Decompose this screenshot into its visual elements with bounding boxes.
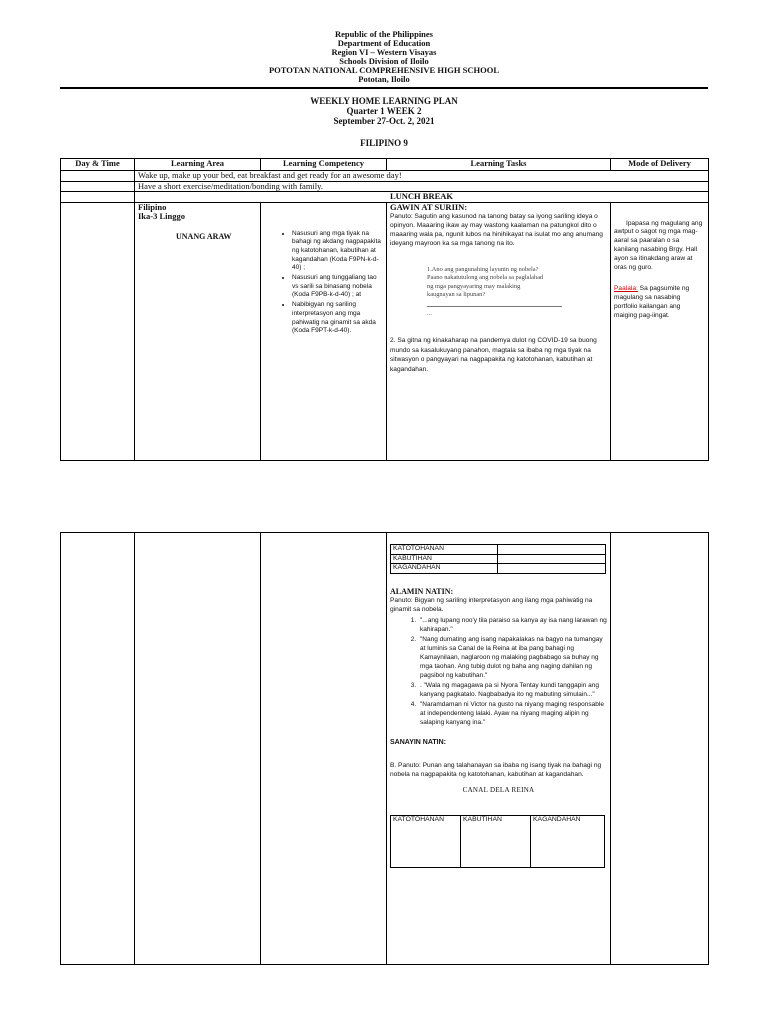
plan-quarter: Quarter 1 WEEK 2 bbox=[346, 106, 422, 116]
day1-time-cell bbox=[61, 202, 135, 460]
competency-list bbox=[264, 230, 383, 336]
values-label: KABUTIHAN bbox=[391, 554, 498, 564]
plan-subject: FILIPINO 9 bbox=[360, 138, 408, 148]
question-line: 1.Ano ang pangunahing layunin ng nobela? bbox=[427, 266, 539, 273]
answer-col-kabutihan: KABUTIHAN bbox=[461, 816, 531, 868]
competency-item: • Nasusuri ang tunggaliang tao vs sarili sa binasang nobela (Koda F9PB-k-d-40) ; at bbox=[292, 274, 383, 300]
col-header-learning-competency: Learning Competency bbox=[261, 159, 387, 171]
routine-time-2 bbox=[61, 181, 135, 192]
alamin-item: 4. "Naramdaman ni Victor na gusto na niyang maging responsable at independenteng lalaki. Ayaw na niyang maging alipin ng salaping kanyang ina." bbox=[418, 700, 607, 727]
cont-area-cell bbox=[135, 533, 261, 965]
learning-area-subject: Filipino bbox=[138, 201, 167, 212]
question-line: ng mga pangyayaring may malaking bbox=[427, 282, 521, 290]
header-deped: Department of Education bbox=[337, 38, 431, 48]
gawin-instructions: Panuto: Sagutin ang kasunod na tanong batay sa iyong sariling ideya o opinyon. Maaaring ikaw ay may wastong kaalaman na patungkol dito o maaaring wala pa, ngunit lubos na hinihikayat na isulat mo ang anumang ideyang mayroon ka sa mga tanong na ito. bbox=[390, 213, 603, 247]
values-table bbox=[390, 544, 606, 574]
routine-text-2: Have a short exercise/meditation/bonding with family. bbox=[135, 181, 709, 192]
header-location: Pototan, Iloilo bbox=[358, 74, 410, 84]
day1-row-continued bbox=[61, 533, 709, 965]
table-header-row bbox=[61, 159, 709, 171]
col-header-learning-area: Learning Area bbox=[135, 159, 261, 171]
plan-table-continued bbox=[60, 532, 709, 965]
answer-col-katotohanan: KATOTOHANAN bbox=[391, 816, 461, 868]
delivery-cell bbox=[611, 202, 709, 460]
lunch-row bbox=[61, 192, 709, 203]
alamin-item: 2. "Nang dumating ang isang napakalakas na bagyo na tumangay at luminis sa Canal de la Reina at iba pang bahagi ng Kamaynilaan, naglaroon ng malaking pagbabago sa buhay ng mga taohan. Ang tubig dulot ng baha ang naging dahilan ng pagsibol ng kabutihan." bbox=[418, 635, 607, 680]
values-label: KAGANDAHAN bbox=[391, 564, 498, 574]
values-blank bbox=[498, 564, 606, 574]
cont-tasks-cell bbox=[387, 533, 611, 965]
guide-questions bbox=[427, 266, 607, 318]
col-header-mode-of-delivery: Mode of Delivery bbox=[611, 159, 709, 171]
competency-item: • Nabibigyan ng sariling interpretasyon ang mga pahiwatig na ginamit sa akda (Koda F9PT-k-d-40). bbox=[292, 301, 383, 336]
routine-row-1 bbox=[61, 171, 709, 182]
header-division: Schools Division of Iloilo bbox=[339, 56, 429, 66]
answer-col-kagandahan: KAGANDAHAN bbox=[531, 816, 605, 868]
routine-text-1: Wake up, make up your bed, eat breakfast and get ready for an awesome day! bbox=[135, 171, 709, 182]
cont-delivery-cell bbox=[611, 533, 709, 965]
competency-cell bbox=[261, 202, 387, 460]
answer-table bbox=[390, 815, 605, 868]
learning-area-cell bbox=[135, 202, 261, 460]
sanayin-heading: SANAYIN NATIN: bbox=[390, 739, 447, 746]
plan-title: WEEKLY HOME LEARNING PLAN bbox=[310, 96, 458, 106]
question-line: Paano nakatutulong ang nobela sa paglalahad bbox=[427, 274, 544, 282]
competency-item: • Nasusuri ang mga tiyak na bahagi ng akdang nagpapakita ng katotohanan, kabutihan at kagandahan (Koda F9PN-k-d-40) ; bbox=[292, 230, 383, 274]
values-blank bbox=[498, 554, 606, 564]
alamin-list bbox=[390, 616, 607, 727]
cont-competency-cell bbox=[261, 533, 387, 965]
alamin-heading: ALAMIN NATIN: bbox=[390, 586, 454, 596]
plan-dates: September 27-Oct. 2, 2021 bbox=[333, 116, 435, 126]
values-blank bbox=[498, 545, 606, 555]
alamin-item: 1. "...ang lupang noo'y tila paraiso sa kanya ay isa nang larawan ng kahirapan." bbox=[418, 616, 607, 634]
tasks-cell bbox=[387, 202, 611, 460]
day1-row bbox=[61, 202, 709, 460]
header-school: POTOTAN NATIONAL COMPREHENSIVE HIGH SCHOOL bbox=[268, 65, 499, 75]
lunch-time bbox=[61, 192, 135, 203]
paalala-text: Sa pagsumite ng magulang sa nasabing portfolio kailangan ang maiging pag-iingat. bbox=[614, 284, 690, 319]
paalala-label: Paalala: bbox=[614, 284, 638, 292]
col-header-learning-tasks: Learning Tasks bbox=[387, 159, 611, 171]
lunch-break-label: LUNCH BREAK bbox=[135, 192, 709, 203]
question-line: kaugnayan sa lipunan? bbox=[427, 291, 486, 299]
routine-row-2 bbox=[61, 181, 709, 192]
plan-table bbox=[60, 158, 709, 461]
novel-title: CANAL DELA REINA bbox=[462, 785, 535, 794]
day-label: UNANG ARAW bbox=[176, 231, 232, 241]
alamin-instructions: Panuto: Bigyan ng sariling interpretasyon ang ilang mga pahiwatig na ginamit sa nobela. bbox=[390, 597, 593, 613]
answer-mark: ... bbox=[427, 309, 432, 317]
col-header-day-time: Day & Time bbox=[61, 159, 135, 171]
delivery-instruction: Ipapasa ng magulang ang awtput o sagot ng mga mag-aaral sa paaralan o sa kanilang nasabing Brgy. Hall ayon sa itinakdang araw at oras ng guro. bbox=[614, 219, 703, 272]
sanayin-instructions: B. Panuto: Punan ang talahanayan sa ibaba ng isang tiyak na bahagi ng nobela na nagpapakita ng katotohanan, kabutihan at kagandahan. bbox=[390, 761, 602, 778]
cont-time-cell bbox=[61, 533, 135, 965]
header-region: Region VI – Western Visayas bbox=[331, 47, 437, 57]
routine-time-1 bbox=[61, 171, 135, 182]
gawin-heading: GAWIN AT SURIIN: bbox=[390, 201, 468, 212]
task-item-2: 2. Sa gitna ng kinakaharap na pandemya dulot ng COVID-19 sa buong mundo sa kasalukuyang panahon, magtala sa ibaba ng mga tiyak na sitwasyon o pangyayari na nagpapakita ng katotohanan, kabutihan at kagandahan. bbox=[390, 337, 597, 373]
alamin-item: 3. . "Wala ng magagawa pa si Nyora Tentay kundi tanggapin ang kanyang pagkatalo. Nagbabadya ito ng mabuting simulain..." bbox=[418, 681, 607, 699]
header-divider bbox=[60, 87, 708, 89]
values-label: KATOTOHANAN bbox=[391, 545, 498, 555]
learning-area-week: Ika-3 Linggo bbox=[138, 211, 185, 221]
delivery-reminder bbox=[614, 285, 705, 321]
header-republic: Republic of the Philippines bbox=[334, 29, 433, 39]
answer-line bbox=[427, 300, 562, 307]
